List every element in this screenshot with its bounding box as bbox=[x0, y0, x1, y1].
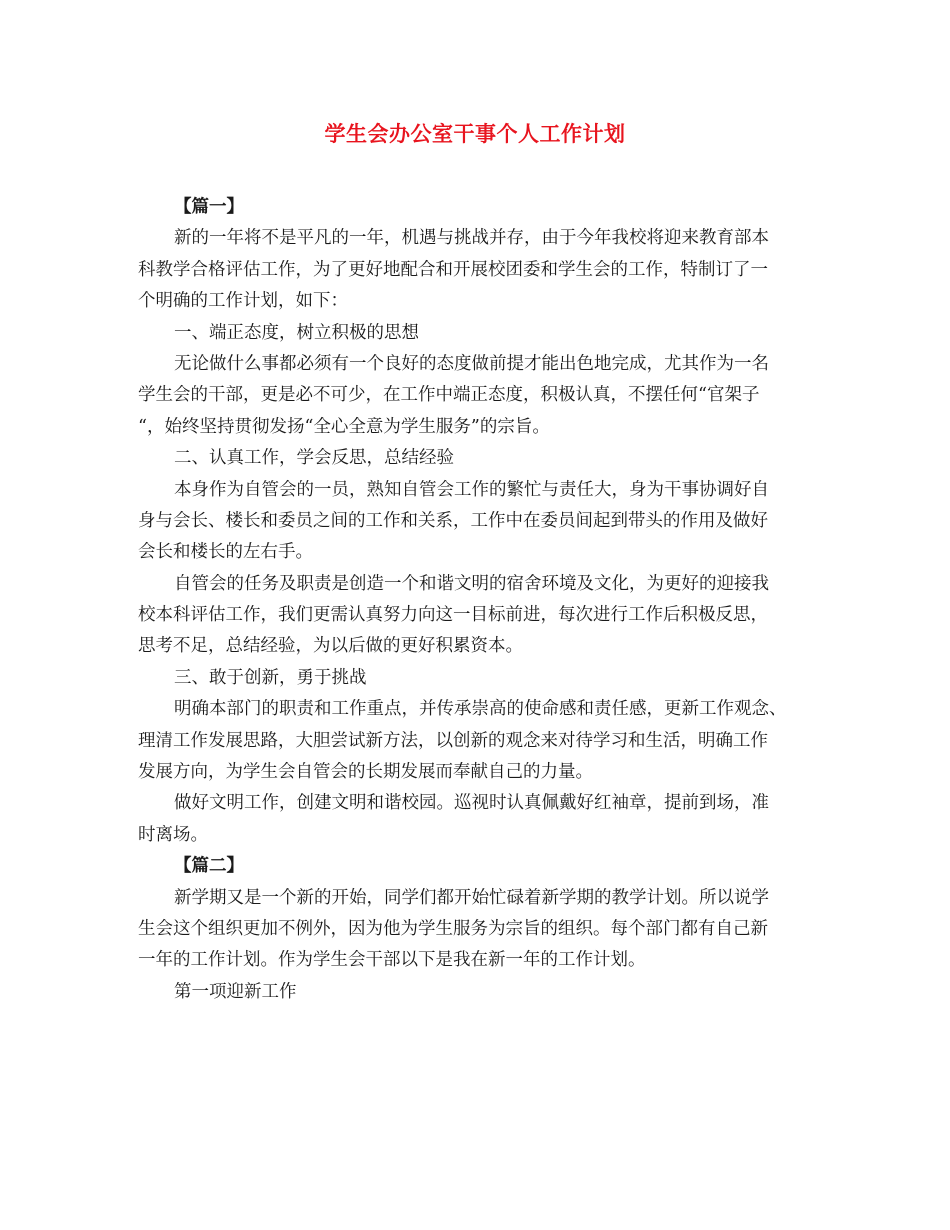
paragraph-line: 自管会的任务及职责是创造一个和谐文明的宿舍环境及文化，为更好的迎接我 bbox=[174, 573, 769, 594]
paragraph-line: 时离场。 bbox=[138, 824, 208, 845]
paragraph-line: 学生会的干部，更是必不可少，在工作中端正态度，积极认真，不摆任何“官架子 bbox=[138, 385, 760, 406]
paragraph-line: 会长和楼长的左右手。 bbox=[138, 542, 313, 563]
paragraph-line: 新学期又是一个新的开始，同学们都开始忙碌着新学期的教学计划。所以说学 bbox=[174, 887, 769, 908]
document-body bbox=[138, 192, 818, 1008]
paragraph-line: 做好文明工作，创建文明和谐校园。巡视时认真佩戴好红袖章，提前到场，准 bbox=[174, 793, 769, 814]
paragraph-line: 明确本部门的职责和工作重点，并传承崇高的使命感和责任感，更新工作观念、 bbox=[174, 699, 787, 720]
paragraph-line: 校本科评估工作，我们更需认真努力向这一目标前进，每次进行工作后积极反思， bbox=[138, 605, 768, 626]
paragraph-line: 理清工作发展思路，大胆尝试新方法，以创新的观念来对待学习和生活，明确工作 bbox=[138, 730, 768, 751]
paragraph-line: 无论做什么事都必须有一个良好的态度做前提才能出色地完成，尤其作为一名 bbox=[174, 353, 769, 374]
paragraph-line: 发展方向，为学生会自管会的长期发展而奉献自己的力量。 bbox=[138, 762, 593, 783]
subheading-line: 二、认真工作，学会反思，总结经验 bbox=[174, 448, 454, 469]
paragraph-line: 生会这个组织更加不例外，因为他为学生服务为宗旨的组织。每个部门都有自己新 bbox=[138, 918, 768, 939]
paragraph-line: 本身作为自管会的一员，熟知自管会工作的繁忙与责任大，身为干事协调好自 bbox=[174, 479, 769, 500]
document-title: 学生会办公室干事个人工作计划 bbox=[324, 122, 626, 146]
subheading-line: 三、敢于创新，勇于挑战 bbox=[174, 667, 367, 688]
paragraph-line: 科教学合格评估工作，为了更好地配合和开展校团委和学生会的工作，特制订了一 bbox=[138, 259, 768, 280]
subheading-line: 第一项迎新工作 bbox=[174, 981, 297, 1002]
paragraph-line: 思考不足，总结经验，为以后做的更好积累资本。 bbox=[138, 636, 523, 657]
paragraph-line: 个明确的工作计划，如下： bbox=[138, 291, 348, 312]
paragraph-line: 身与会长、楼长和委员之间的工作和关系，工作中在委员间起到带头的作用及做好 bbox=[138, 510, 768, 531]
section-heading-1: 【篇一】 bbox=[174, 197, 244, 217]
paragraph-line: 新的一年将不是平凡的一年，机遇与挑战并存，由于今年我校将迎来教育部本 bbox=[174, 228, 769, 249]
subheading-line: 一、端正态度，树立积极的思想 bbox=[174, 322, 419, 343]
paragraph-line: “，始终坚持贯彻发扬“全心全意为学生服务”的宗旨。 bbox=[138, 416, 550, 437]
section-heading-2: 【篇二】 bbox=[174, 856, 244, 877]
paragraph-line: 一年的工作计划。作为学生会干部以下是我在新一年的工作计划。 bbox=[138, 950, 646, 971]
